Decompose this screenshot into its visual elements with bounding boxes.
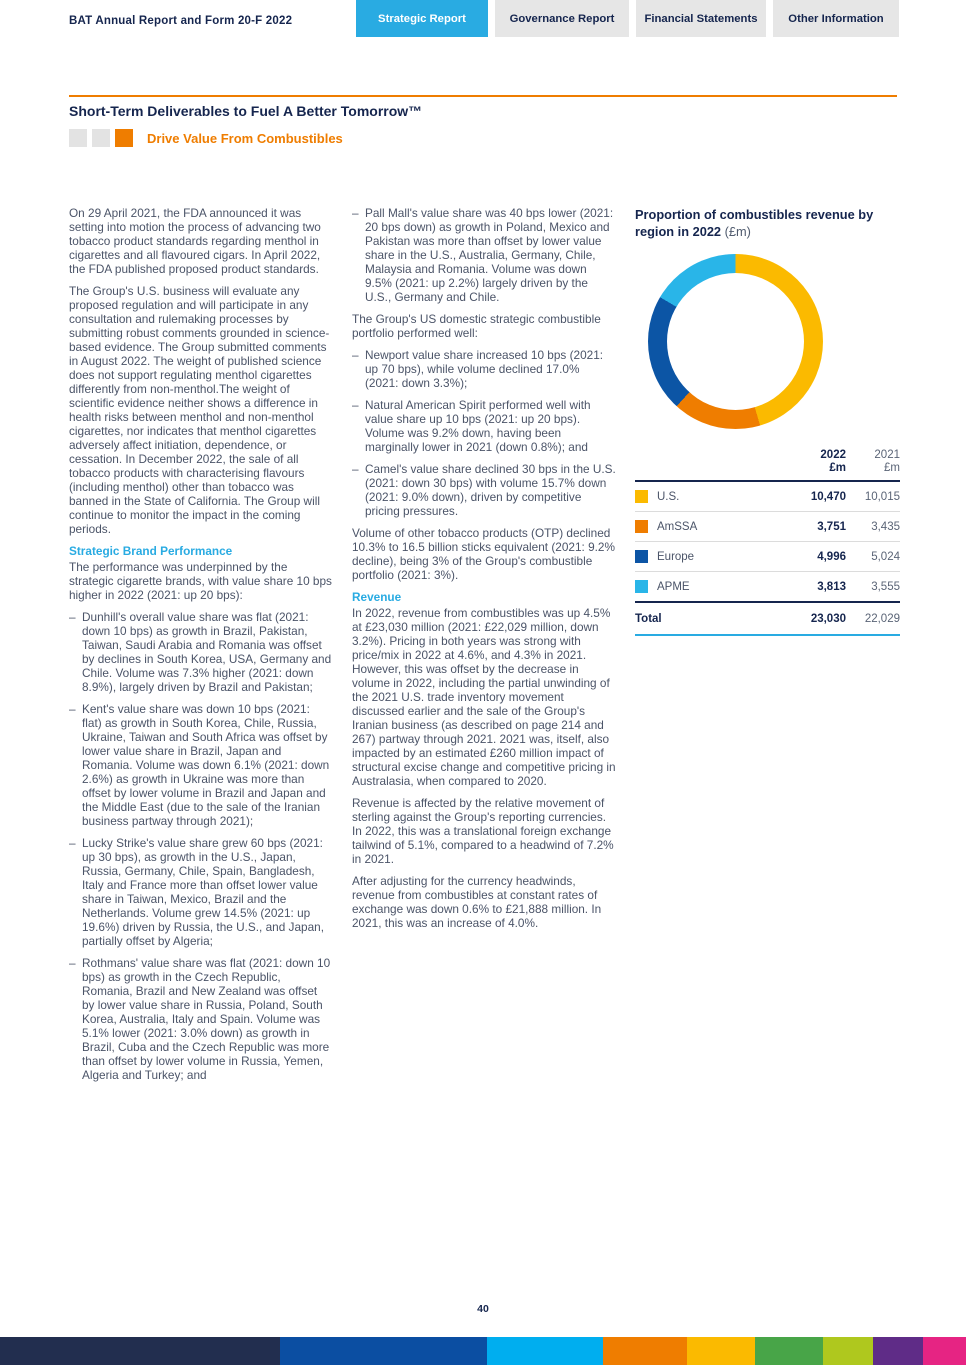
sub-heading: Revenue: [352, 590, 402, 604]
region-label: U.S.: [635, 490, 782, 503]
value-2022: 4,996: [817, 550, 846, 563]
paragraph: The Group's US domestic strategic combustible portfolio performed well:: [352, 312, 601, 340]
value-2021: 10,015: [864, 490, 900, 503]
category-square-2: [92, 129, 110, 147]
paragraph: Revenue is affected by the relative movement of sterling against the Group's reporting currencies. In 2022, this was a translational foreign exchange tailwind of 5.1%, compared to a headwind of 7.2% in 2021.: [352, 796, 614, 866]
chart-title-unit: (£m): [724, 224, 751, 239]
paragraph: Volume of other tobacco products (OTP) declined 10.3% to 16.5 billion sticks equivalent (2021: 9.2% decline), being 3% of the Group's combustible portfolio (2021: 3%).: [352, 526, 615, 582]
revenue-by-region-table: [635, 442, 900, 636]
legend-swatch: [635, 520, 648, 533]
sub-heading: Strategic Brand Performance: [69, 544, 233, 558]
tab-strategic-report[interactable]: Strategic Report: [356, 0, 488, 37]
value-2022: 10,470: [810, 490, 846, 503]
total-2022: 23,030: [810, 612, 846, 625]
value-2021: 3,555: [871, 580, 900, 593]
footer-bar-segment-2: [280, 1337, 487, 1365]
category-strip: [69, 129, 343, 147]
bullet-item: – Kent's value share was down 10 bps (2021: flat) as growth in South Korea, Chile, Russia, Ukraine, Taiwan and South Africa was offset by lower value share in Brazil, Japan and Romania. Volume was down 6.1% (2021: down 2.6%) as growth in Ukraine was more than offset by lower volume in Brazil and Japan and the Middle East (due to the sale of the Iranian business partway through 2021);: [69, 702, 332, 828]
paragraph: After adjusting for the currency headwinds, revenue from combustibles at constant rates of exchange was down 0.6% to £21,888 million. In 2021, this was an increase of 4.0%.: [352, 874, 602, 930]
chart-title-text: Proportion of combustibles revenue by region in 2022: [635, 207, 874, 239]
legend-swatch: [635, 490, 648, 503]
value-2022: 3,751: [817, 520, 846, 533]
text-column-1: [69, 206, 332, 1090]
legend-swatch: [635, 550, 648, 563]
section-title: Short-Term Deliverables to Fuel A Better Tomorrow™: [69, 103, 423, 119]
paragraph: On 29 April 2021, the FDA announced it was setting into motion the process of advancing two tobacco product standards regarding menthol in cigarettes and all flavoured cigars. In April 2022, the FDA published proposed product standards.: [69, 206, 321, 276]
chart-column: [635, 206, 900, 1090]
footer-bar-segment-7: [823, 1337, 873, 1365]
footer-bar-segment-6: [755, 1337, 823, 1365]
total-2021: 22,029: [864, 612, 900, 625]
value-2021: 3,435: [871, 520, 900, 533]
report-title: BAT Annual Report and Form 20-F 2022: [69, 15, 293, 27]
section-divider: [69, 95, 897, 97]
table-row-amssa: [635, 511, 900, 541]
bullet-item: – Lucky Strike's value share grew 60 bps (2021: up 30 bps), as growth in the U.S., Japan, Russia, Germany, Chile, Spain, Bangladesh, Italy and France more than offset lower value share in Taiwan, Mexico, Brazil and the Netherlands. Volume grew 14.5% (2021: up 19.6%) driven by Russia, the U.S., and Japan, partially offset by Algeria;: [69, 836, 332, 948]
value-2021: 5,024: [871, 550, 900, 563]
legend-swatch: [635, 580, 648, 593]
bullet-item: – Dunhill's overall value share was flat (2021: down 10 bps) as growth in Brazil, Pakistan, Taiwan, Saudi Arabia and Romania was offset by declines in South Korea, USA, Germany and Chile. Volume was 7.3% higher (2021: down 8.9%), largely driven by Brazil and Pakistan;: [69, 610, 332, 694]
paragraph: The performance was underpinned by the strategic cigarette brands, with value share 10 bps higher in 2022 (2021: up 20 bps):: [69, 560, 332, 602]
tab-governance-report[interactable]: Governance Report: [495, 0, 629, 37]
footer-bar-segment-5: [687, 1337, 755, 1365]
footer-bar-segment-8: [873, 1337, 923, 1365]
bullet-item: – Newport value share increased 10 bps (2021: up 70 bps), while volume declined 17.0% (2021: down 3.3%);: [352, 348, 616, 390]
table-header-row: [635, 442, 900, 482]
donut-chart: [648, 254, 823, 429]
footer-color-bar: [0, 1337, 966, 1365]
category-square-1: [69, 129, 87, 147]
total-label: Total: [635, 612, 662, 625]
tab-financial-statements[interactable]: Financial Statements: [636, 0, 766, 37]
table-total-row: [635, 601, 900, 636]
footer-bar-segment-1: [0, 1337, 280, 1365]
chart-title: [635, 206, 900, 240]
table-row-apme: [635, 571, 900, 601]
table-col-header-2022: 2022 £m: [820, 449, 846, 474]
table-row-us: [635, 482, 900, 511]
footer-bar-segment-4: [603, 1337, 687, 1365]
footer-bar-segment-3: [487, 1337, 603, 1365]
paragraph: The Group's U.S. business will evaluate any proposed regulation and will participate in any consultation and rulemaking processes by submitting robust comments grounded in science-based evidence. The Group submitted comments in August 2022. The weight of published science does not support regulating menthol cigarettes differently from non-menthol.The weight of scientific evidence neither shows a difference in health risks between menthol and non-menthol cigarettes, nor indicates that menthol cigarettes adversely affect initiation, dependence, or cessation. In December 2022, the sale of all tobacco products with characterising flavours (including menthol) other than tobacco was banned in the State of California. The Group will continue to monitor the impact in the coming periods.: [69, 284, 330, 536]
category-square-3: [115, 129, 133, 147]
bullet-item: – Camel's value share declined 30 bps in the U.S. (2021: down 30 bps) with volume 15.7% down (2021: 9.0% down), driven by competitive pricing pressures.: [352, 462, 616, 518]
content-columns: [69, 206, 900, 1090]
bullet-item: – Rothmans' value share was flat (2021: down 10 bps) as growth in the Czech Republic, Romania, Brazil and New Zealand was offset by lower value share in Russia, Poland, South Korea, Australia, Italy and Spain. Volume was 5.1% lower (2021: 3.0% down) as growth in Brazil, Cuba and the Czech Republic was more than offset by lower volume in Russia, Yemen, Algeria and Turkey; and: [69, 956, 332, 1082]
report-tab-bar: [356, 0, 899, 37]
tab-other-information[interactable]: Other Information: [773, 0, 899, 37]
text-column-2: [352, 206, 616, 1090]
region-label: AmSSA: [635, 520, 782, 533]
paragraph: In 2022, revenue from combustibles was up 4.5% at £23,030 million (2021: £22,029 million, down 3.2%). Pricing in both years was strong with price/mix in 2022 at 4.6%, and 4.3% in 2021. However, this was offset by the decrease in volume in 2022, including the partial unwinding of the 2021 U.S. trade inventory movement discussed earlier and the sale of the Group's Iranian business (as described on page 214 and 267) partway through 2021. 2021 was, itself, also impacted by an estimated £260 million impact of structural excise change and competitive pricing in Australasia, when compared to 2020.: [352, 606, 616, 788]
table-col-header-2021: 2021 £m: [874, 449, 900, 474]
bullet-item: – Natural American Spirit performed well with value share up 10 bps (2021: up 20 bps). Volume was 9.2% down, having been marginally lower in 2021 (down 0.8%); and: [352, 398, 616, 454]
bullet-item: – Pall Mall's value share was 40 bps lower (2021: 20 bps down) as growth in Poland, Mexico and Pakistan was more than offset by lower value share in the U.S., Australia, Germany, Chile, Malaysia and Romania. Volume was down 9.5% (2021: up 2.2%) largely driven by the U.S., Germany and Chile.: [352, 206, 616, 304]
page-number: 40: [477, 1303, 489, 1315]
category-label: Drive Value From Combustibles: [147, 130, 343, 146]
table-row-europe: [635, 541, 900, 571]
region-label: APME: [635, 580, 782, 593]
value-2022: 3,813: [817, 580, 846, 593]
footer-bar-segment-9: [923, 1337, 966, 1365]
region-label: Europe: [635, 550, 782, 563]
